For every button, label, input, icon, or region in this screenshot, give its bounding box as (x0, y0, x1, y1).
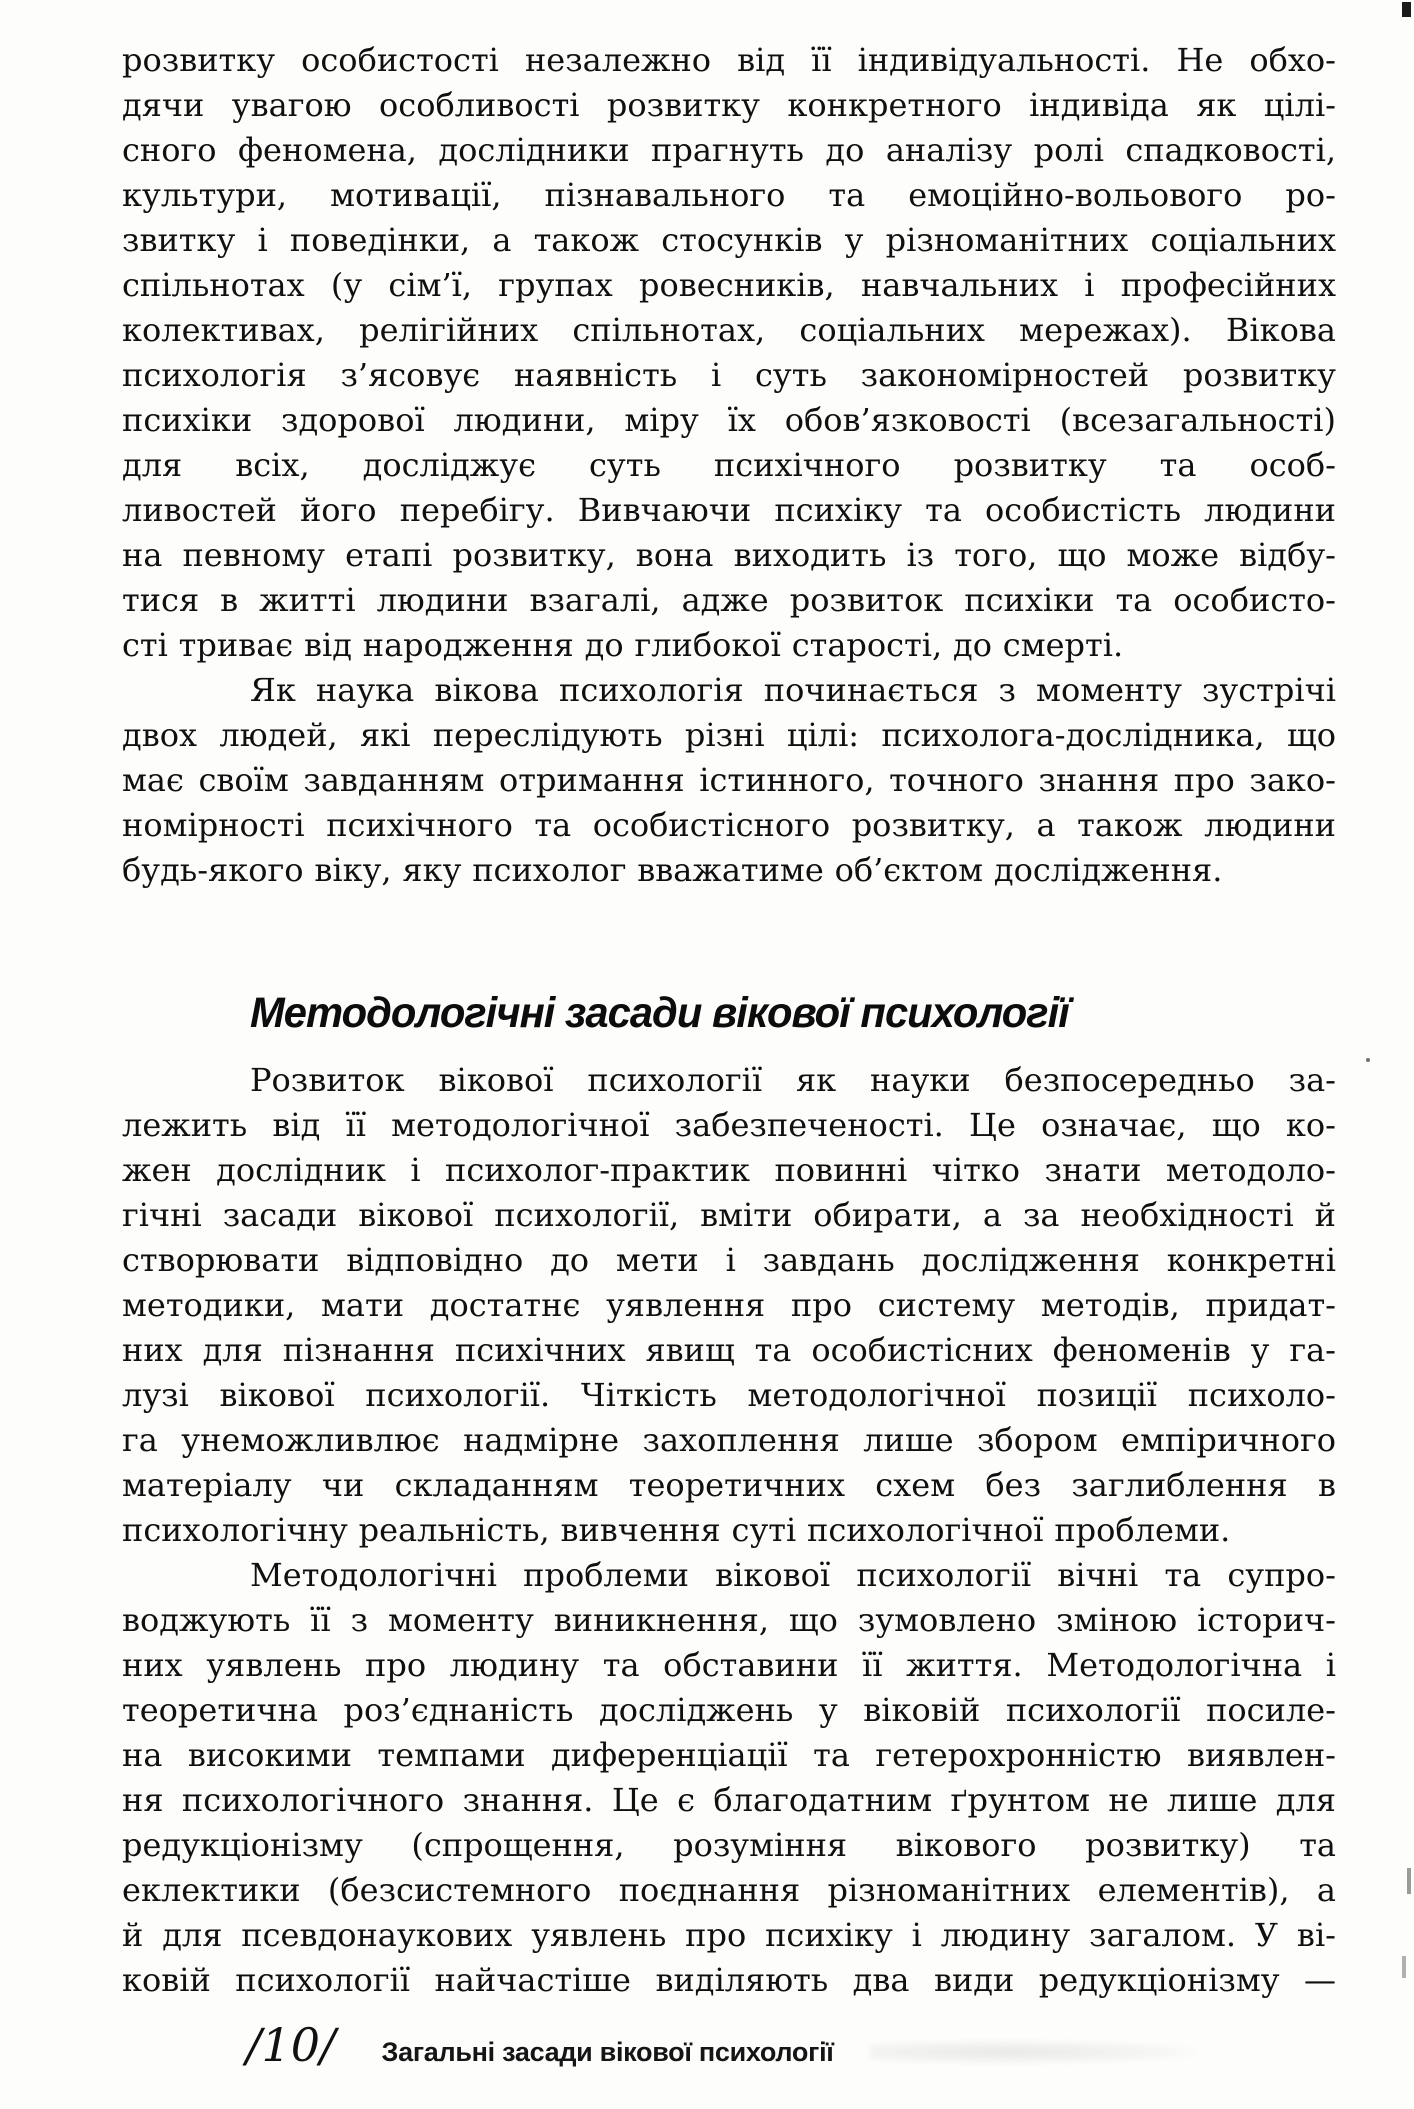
section-heading: Методологічні засади вікової психології (250, 989, 1069, 1037)
text-line: створювати відповідно до мети і завдань дослідження конкретні (122, 1241, 1336, 1279)
text-line: Розвиток вікової психології як науки безпосередньо за- (250, 1061, 1336, 1099)
scan-artifact-smudge (870, 2040, 1200, 2064)
footer-section-title: Загальні засади вікової психології (381, 2037, 834, 2067)
text-line: психологічну реальність, вивчення суті психологічної проблеми. (122, 1511, 1231, 1549)
scan-artifact-edge-tick (1407, 1868, 1411, 1894)
text-line: теоретична роз’єднаність досліджень у віковій психології посиле- (122, 1691, 1336, 1729)
text-line: на високими темпами диференціації та гетерохронністю виявлен- (122, 1736, 1336, 1774)
text-line: дячи увагою особливості розвитку конкретного індивіда як цілі- (122, 86, 1336, 124)
text-line: спільнотах (у сім’ї, групах ровесників, навчальних і професійних (122, 266, 1336, 304)
scan-artifact-speck (1366, 1058, 1370, 1062)
text-line: сного феномена, дослідники прагнуть до аналізу ролі спадковості, (122, 131, 1336, 169)
text-line: еклектики (безсистемного поєднання різноманітних елементів), а (122, 1871, 1336, 1909)
text-line: двох людей, які переслідують різні цілі: психолога-дослідника, що (122, 716, 1336, 754)
text-line: ливостей його перебігу. Вивчаючи психіку та особистість людини (122, 491, 1336, 529)
text-line: сті триває від народження до глибокої старості, до смерті. (122, 626, 1124, 664)
text-line: них для пізнання психічних явищ та особистісних феноменів у га- (122, 1331, 1336, 1369)
scan-artifact-edge-tick (1402, 1956, 1406, 1978)
text-line: тися в житті людини взагалі, адже розвиток психіки та особисто- (122, 581, 1336, 619)
paragraph (122, 1553, 1336, 2003)
text-line: номірності психічного та особистісного розвитку, а також людини (122, 806, 1336, 844)
text-line: воджують її з моменту виникнення, що зумовлено зміною історич- (122, 1601, 1336, 1639)
text-line: матеріалу чи складанням теоретичних схем без заглиблення в (122, 1466, 1336, 1504)
paragraph (122, 1058, 1336, 1553)
text-line: психіки здорової людини, міру їх обов’язковості (всезагальності) (122, 401, 1336, 439)
scan-artifact-corner-mark (1402, 2, 1411, 17)
text-line: будь-якого віку, яку психолог вважатиме об’єктом дослідження. (122, 851, 1223, 889)
text-line: Методологічні проблеми вікової психології вічні та супро- (250, 1556, 1336, 1594)
text-line: для всіх, досліджує суть психічного розвитку та особ- (122, 446, 1336, 484)
text-line: жен дослідник і психолог-практик повинні чітко знати методоло- (122, 1151, 1336, 1189)
text-flow (122, 38, 1336, 2003)
text-line: має своїм завданням отримання істинного, точного знання про зако- (122, 761, 1336, 799)
text-line: колективах, релігійних спільнотах, соціальних мережах). Вікова (122, 311, 1336, 349)
text-line: лузі вікової психології. Чіткість методологічної позиції психоло- (122, 1376, 1336, 1414)
text-line: лежить від її методологічної забезпеченості. Це означає, що ко- (122, 1106, 1336, 1144)
text-line: й для псевдонаукових уявлень про психіку і людину загалом. У ві- (122, 1916, 1336, 1954)
text-line: методики, мати достатнє уявлення про систему методів, придат- (122, 1286, 1336, 1324)
text-line: психологія з’ясовує наявність і суть закономірностей розвитку (122, 356, 1336, 394)
text-line: редукціонізму (спрощення, розуміння вікового розвитку) та (122, 1826, 1336, 1864)
text-line: Як наука вікова психологія починається з моменту зустрічі (250, 671, 1336, 709)
text-line: культури, мотивації, пізнавального та емоційно-вольового ро- (122, 176, 1336, 214)
paragraph (122, 38, 1336, 668)
text-line: звитку і поведінки, а також стосунків у різноманітних соціальних (122, 221, 1336, 259)
text-line: гічні засади вікової психології, вміти обирати, а за необхідності й (122, 1196, 1336, 1234)
text-line: них уявлень про людину та обставини її життя. Методологічна і (122, 1646, 1336, 1684)
paragraph (122, 668, 1336, 893)
text-line: розвитку особистості незалежно від її індивідуальності. Не обхо- (122, 41, 1336, 79)
text-line: ня психологічного знання. Це є благодатним ґрунтом не лише для (122, 1781, 1336, 1819)
text-line: на певному етапі розвитку, вона виходить із того, що може відбу- (122, 536, 1336, 574)
page-number: /10/ (246, 2018, 336, 2072)
page-footer (246, 2018, 834, 2072)
text-line: ковій психології найчастіше виділяють два види редукціонізму — (122, 1961, 1336, 1999)
text-line: га унеможливлює надмірне захоплення лише збором емпіричного (122, 1421, 1336, 1459)
